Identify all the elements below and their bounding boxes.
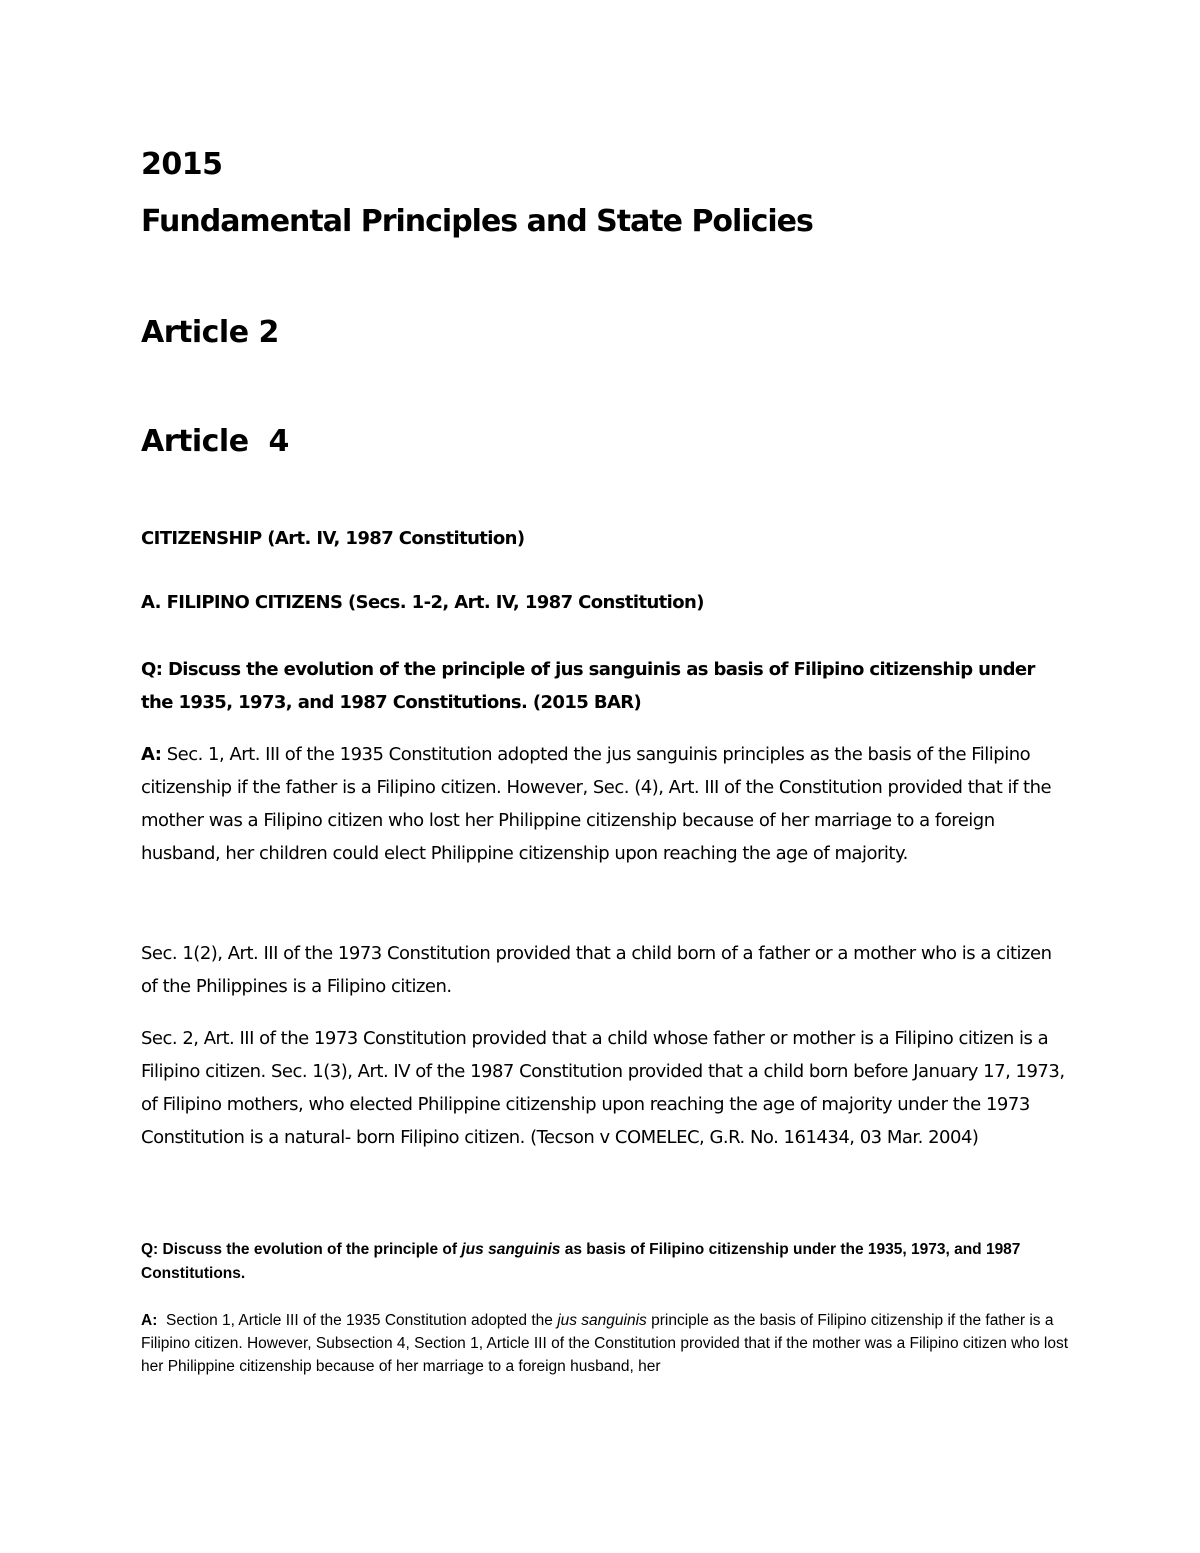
- heading-article-2: Article 2: [141, 315, 279, 350]
- answer-2-text-start: Section 1, Article III of the 1935 Constitution adopted the: [165, 1312, 558, 1329]
- subheading-filipino-citizens: A. FILIPINO CITIZENS (Secs. 1-2, Art. IV, 1987 Constitution): [141, 592, 704, 613]
- answer-1: [141, 738, 1071, 870]
- answer-1-paragraph-3: Sec. 2, Art. III of the 1973 Constitution provided that a child whose father or mother is a Filipino citizen is a Filipino citizen. Sec. 1(3), Art. IV of the 1987 Constitution provided that a child born before January 17, 1973, of Filipino mothers, who elected Philippine citizenship upon reaching the age of majority under the 1973 Constitution is a natural- born Filipino citizen. (Tecson v COMELEC, G.R. No. 161434, 03 Mar. 2004): [141, 1028, 1065, 1148]
- page-title: Fundamental Principles and State Policies: [141, 204, 813, 239]
- subheading-citizenship: CITIZENSHIP (Art. IV, 1987 Constitution): [141, 528, 525, 549]
- heading-year: 2015: [141, 147, 223, 182]
- question-1: Q: Discuss the evolution of the principle of jus sanguinis as basis of Filipino citizenship under the 1935, 1973, and 1987 Constitutions. (2015 BAR): [141, 659, 1035, 713]
- question-2-text-start: Q: Discuss the evolution of the principle of: [141, 1241, 462, 1258]
- question-2: [141, 1238, 1071, 1286]
- question-2-text-end: as basis of Filipino citizenship under the 1935, 1973, and 1987 Constitutions.: [141, 1241, 1021, 1282]
- answer-2-label: A:: [141, 1312, 158, 1329]
- answer-1-paragraph-2: Sec. 1(2), Art. III of the 1973 Constitution provided that a child born of a father or a mother who is a citizen of the Philippines is a Filipino citizen.: [141, 943, 1052, 997]
- answer-2-italic-term: jus sanguinis: [557, 1312, 647, 1329]
- question-2-italic-term: jus sanguinis: [461, 1241, 561, 1258]
- answer-1-label: A:: [141, 744, 162, 765]
- answer-2: [141, 1309, 1071, 1378]
- answer-2-text-end: principle as the basis of Filipino citizenship if the father is a Filipino citizen. However, Subsection 4, Section 1, Article III of the Constitution provided that if the mother was a Filipino citizen who lost her Philippine citizenship because of her marriage to a foreign husband, her: [141, 1312, 1069, 1375]
- answer-1-text: Sec. 1, Art. III of the 1935 Constitution adopted the jus sanguinis principles as the basis of the Filipino citizenship if the father is a Filipino citizen. However, Sec. (4), Art. III of the Constitution provided that if the mother was a Filipino citizen who lost her Philippine citizenship because of her marriage to a foreign husband, her children could elect Philippine citizenship upon reaching the age of majority.: [141, 744, 1052, 864]
- heading-article-4: Article 4: [141, 424, 289, 459]
